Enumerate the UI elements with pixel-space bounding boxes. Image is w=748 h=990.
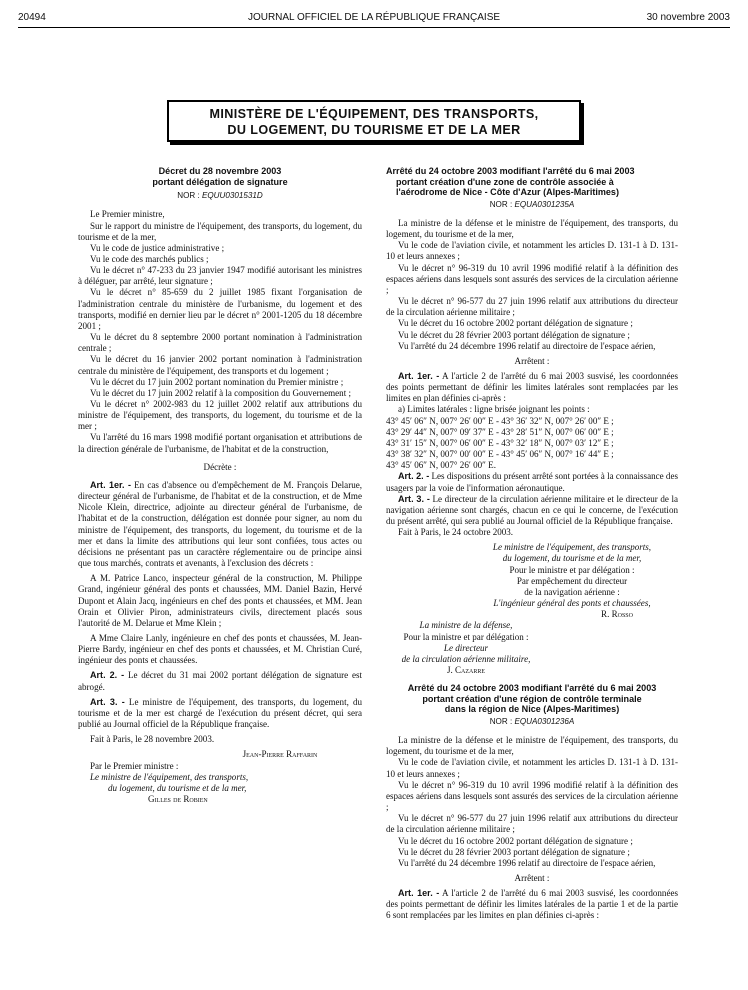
arrete1-title-line-2: portant création d'une zone de contrôle associée à (396, 176, 614, 187)
article-label: Art. 1er. - (398, 888, 440, 899)
coordinate-item: 43° 31′ 15″ N, 007° 06′ 00″ E - 43° 32′ 18″ N, 007° 03′ 12″ E ; (386, 437, 614, 448)
arrete1-para: Vu le décret du 28 février 2003 portant délégation de signature ; (398, 329, 630, 340)
coordinate-item: 43° 29′ 44″ N, 007° 09′ 37″ E - 43° 28′ 51″ N, 007° 06′ 00″ E ; (386, 426, 614, 437)
article-label: Art. 2. - (398, 471, 430, 482)
minister-title-2: du logement, du tourisme et de la mer, (108, 782, 247, 793)
nor-code: EQUA0301236A (514, 716, 575, 726)
article-label: Art. 3. - (398, 493, 430, 504)
decret-para: Vu le code de justice administrative ; (90, 242, 225, 253)
coordinate-item: 43° 45′ 06″ N, 007° 26′ 00″ E - 43° 36′ 32″ N, 007° 26′ 00″ E ; (386, 415, 614, 426)
decret-title-line-1: Décret du 28 novembre 2003 (158, 166, 282, 176)
arrete2-para: Vu le code de l'aviation civile, et notamment les articles D. 131-1 à D. 131-10 et leurs annexes ; (386, 757, 678, 779)
ministry-line-1: MINISTÈRE DE L'ÉQUIPEMENT, DES TRANSPORTS, (209, 107, 539, 121)
nor-label: NOR : (489, 716, 513, 726)
decret-para: Le Premier ministre, (90, 209, 165, 220)
nor-code: EQUU0301531D (201, 191, 263, 201)
arrete1-para: Vu le code de l'aviation civile, et notamment les articles D. 131-1 à D. 131-10 et leurs annexes ; (386, 240, 678, 262)
signatory-name (78, 749, 362, 760)
decret-fait: Fait à Paris, le 28 novembre 2003. (90, 734, 215, 745)
signature-name (386, 665, 546, 676)
signature-name (466, 609, 678, 620)
arrete1-article-3 (386, 494, 678, 527)
arrete2-para: Vu le décret n° 96-319 du 10 avril 1996 modifié relatif à la définition des espaces aériens dans lesquels sont assurés des services de la circulation aérienne ; (386, 779, 678, 813)
decret-article-3 (78, 697, 362, 730)
arrete2-title-line-1: Arrêté du 24 octobre 2003 modifiant l'arrêté du 6 mai 2003 (407, 683, 657, 694)
arrete1-signature-block-1 (386, 542, 678, 620)
decret-para: Vu l'arrêté du 16 mars 1998 modifié portant organisation et attributions de la direction générale de l'urbanisme, de l'habitat et de la construction, (78, 432, 362, 454)
coordinate-item: 43° 38′ 32″ N, 007° 00′ 00″ E - 43° 45′ 06″ N, 007° 16′ 44″ E ; (386, 449, 614, 460)
article-text: En cas d'absence ou d'empêchement de M. François Delarue, directeur général de l'urbanisme, de l'habitat et de la construction, et de Mme Nicole Klein, directrice, adjointe au directeur général de l'urbanisme, de l'habitat et de la construction, délégation est donnée pour signer, au nom du ministre de l'équipement, des transports, du logement, du tourisme et de la mer et dans la limite des attributions qui leur sont confiées, tous actes ou décisions ne présentant pas un caractère réglementaire ou de principe ainsi que tous marchés, contrats et avenants, à l'exclusion des décrets : (78, 479, 363, 569)
arrete1-fait: Fait à Paris, le 24 octobre 2003. (398, 527, 514, 538)
article-text: Le directeur de la circulation aérienne militaire et le directeur de la navigation aérienne sont chargés, chacun en ce qui le concerne, de l'exécution du présent arrêté, qui sera publié au Journal officiel de la République française. (386, 493, 679, 526)
arrete1-limits: a) Limites latérales : ligne brisée joignant les points : (398, 404, 590, 415)
signature-line: Pour le ministre et par délégation : (509, 564, 635, 575)
arrete1-title-line-1: Arrêté du 24 octobre 2003 modifiant l'arrêté du 6 mai 2003 (386, 166, 635, 176)
article-text: Le ministre de l'équipement, des transports, du logement, du tourisme et de la mer est chargé de l'exécution du présent décret, qui sera publié au Journal officiel de la République française. (78, 696, 362, 730)
decret-title-line-2: portant délégation de signature (152, 176, 288, 187)
decret-para: Vu le décret du 16 janvier 2002 portant nomination à l'administration centrale du ministère de l'équipement, des transports et du logement ; (78, 354, 362, 376)
article-text: Le décret du 31 mai 2002 portant délégation de signature est abrogé. (78, 670, 362, 692)
arrete2-para: Vu le décret du 16 octobre 2002 portant délégation de signature ; (398, 835, 633, 846)
article-label: Art. 1er. - (90, 479, 131, 490)
ministry-box (167, 100, 581, 142)
arretent-heading: Arrêtent : (514, 873, 550, 883)
article-text: A l'article 2 de l'arrêté du 6 mai 2003 susvisé, les coordonnées des points permettant de définir les limites latérales de la partie 1 et de la partie 6 sont remplacées par les limites en plan définies ci-après : (386, 888, 679, 921)
minister-name (78, 794, 362, 805)
arrete2-title (386, 683, 678, 715)
arrete1-para: Vu le décret n° 96-577 du 27 juin 1996 relatif aux attributions du directeur de la circulation aérienne militaire ; (386, 296, 678, 318)
arrete1-title (386, 166, 678, 198)
minister-name-text: Gilles de Robien (148, 794, 208, 804)
arrete2-title-line-3: dans la région de Nice (Alpes-Maritimes) (444, 704, 620, 715)
article-label: Art. 3. - (90, 696, 125, 707)
arrete2-article-1 (386, 888, 678, 921)
decret-para: Vu le décret du 8 septembre 2000 portant nomination à l'administration centrale ; (78, 332, 362, 354)
arrete1-para: Vu le décret du 16 octobre 2002 portant délégation de signature ; (398, 318, 633, 329)
arrete2-title-line-2: portant création d'une région de contrôle terminale (422, 693, 642, 704)
article-label: Art. 1er. - (398, 370, 440, 381)
arrete1-para: La ministre de la défense et le ministre de l'équipement, des transports, du logement, du tourisme et de la mer, (386, 217, 678, 240)
decret-para: Vu le décret du 17 juin 2002 relatif à la composition du Gouvernement ; (90, 387, 351, 398)
decret-para: Sur le rapport du ministre de l'équipement, des transports, du logement, du tourisme et de la mer, (78, 220, 362, 242)
left-column (78, 166, 362, 805)
issue-date: 30 novembre 2003 (646, 12, 730, 23)
nor-code: EQUA0301235A (514, 199, 575, 209)
signature-line: Par empêchement du directeur (516, 575, 628, 586)
decret-para: A Mme Claire Lanly, ingénieure en chef des ponts et chaussées, M. Jean-Pierre Bardy, ingénieur en chef des ponts et chaussées, et M. Christian Curé, ingénieur des ponts et chaussées. (78, 632, 362, 666)
decret-title (78, 166, 362, 187)
coordinate-item: 43° 45′ 06″ N, 007° 26′ 00″ E. (386, 460, 496, 471)
decret-para: A M. Patrice Lanco, inspecteur général de la construction, M. Philippe Grand, ingénieur général des ponts et chaussées, MM. Daniel Bazin, Hervé Dupont et Alain Jacq, ingénieurs en chef des ponts et chaussées, et MM. Jean Orain et Olivier Piron, administrateurs civils, directement placés sous l'autorité de M. Delarue et Mme Klein ; (78, 573, 362, 628)
decret-para: Vu le décret n° 47-233 du 23 janvier 1947 modifié autorisant les ministres à déléguer, par arrêté, leur signature ; (78, 265, 362, 287)
article-label: Art. 2. - (90, 670, 125, 681)
signature-line: de la circulation aérienne militaire, (401, 653, 531, 664)
signature-line: L'ingénieur général des ponts et chaussées, (493, 598, 651, 609)
decrete-heading: Décrète : (203, 461, 237, 472)
minister-title-1: Le ministre de l'équipement, des transports, (90, 771, 249, 782)
right-column (386, 166, 678, 922)
arrete1-nor (386, 199, 678, 210)
signatory-name-text: Jean-Pierre Raffarin (242, 749, 318, 760)
nor-label: NOR : (489, 199, 513, 209)
header-rule (18, 27, 730, 28)
decret-article-2 (78, 670, 362, 692)
signature-line: Le directeur (443, 642, 489, 653)
arrete1-para: Vu l'arrêté du 24 décembre 1996 relatif au directoire de l'espace aérien, (398, 340, 656, 351)
arrete2-para: La ministre de la défense et le ministre de l'équipement, des transports, du logement, du tourisme et de la mer, (386, 735, 678, 757)
page-header (18, 12, 730, 26)
signature-line: Pour la ministre et par délégation : (403, 631, 529, 642)
arrete2-para: Vu le décret n° 96-577 du 27 juin 1996 relatif aux attributions du directeur de la circulation aérienne militaire ; (386, 813, 678, 835)
page-number: 20494 (18, 12, 46, 23)
arrete1-article-2 (386, 471, 678, 493)
coordinate-list (386, 416, 678, 472)
journal-title: JOURNAL OFFICIEL DE LA RÉPUBLIQUE FRANÇAISE (247, 12, 501, 23)
article-text: Les dispositions du présent arrêté sont portées à la connaissance des usagers par la voie de l'information aéronautique. (386, 471, 678, 493)
article-text: A l'article 2 de l'arrêté du 6 mai 2003 susvisé, les coordonnées des points permettant de définir les limites latérales sont remplacées par les limites en plan définies ci-après : (386, 370, 679, 404)
decret-para: Vu le décret du 17 juin 2002 portant nomination du Premier ministre ; (90, 376, 344, 387)
decret-para: Vu le code des marchés publics ; (90, 253, 209, 264)
decret-para: Vu le décret n° 2002-983 du 12 juillet 2002 relatif aux attributions du ministre de l'équipement, des transports, du logement, du tourisme et de la mer ; (78, 399, 362, 432)
arrete1-signature-block-2 (386, 620, 546, 676)
signature-name-text: J. Cazarre (446, 665, 486, 676)
decret-nor (78, 190, 362, 201)
arrete1-para: Vu le décret n° 96-319 du 10 avril 1996 modifié relatif à la définition des espaces aériens dans lesquels sont assurés des services de la circulation aérienne ; (386, 262, 678, 295)
arrete1-article-1 (386, 371, 678, 404)
nor-label: NOR : (177, 191, 200, 201)
signature-line: de la navigation aérienne : (524, 586, 620, 597)
arrete1-title-line-3: l'aérodrome de Nice - Côte d'Azur (Alpes-Maritimes) (396, 187, 619, 198)
arrete2-nor (386, 716, 678, 727)
signature-line: La ministre de la défense, (419, 620, 513, 631)
arretent-heading: Arrêtent : (514, 355, 550, 366)
decret-article-1 (78, 480, 362, 569)
ministry-line-2: DU LOGEMENT, DU TOURISME ET DE LA MER (227, 123, 521, 137)
par-premier-ministre: Par le Premier ministre : (90, 760, 179, 771)
arrete2-para: Vu le décret du 28 février 2003 portant délégation de signature ; (398, 846, 630, 857)
signature-line: du logement, du tourisme et de la mer, (502, 553, 642, 564)
arrete2-para: Vu l'arrêté du 24 décembre 1996 relatif au directoire de l'espace aérien, (398, 857, 656, 868)
signature-name-text: R. Rosso (601, 609, 633, 620)
decret-para: Vu le décret n° 85-659 du 2 juillet 1985 fixant l'organisation de l'administration centrale du ministère de l'urbanisme, du logement et des transports, modifié en dernier lieu par le décret n° 2001-1205 du 18 décembre 2001 ; (78, 287, 362, 331)
signature-line: Le ministre de l'équipement, des transports, (492, 542, 652, 553)
